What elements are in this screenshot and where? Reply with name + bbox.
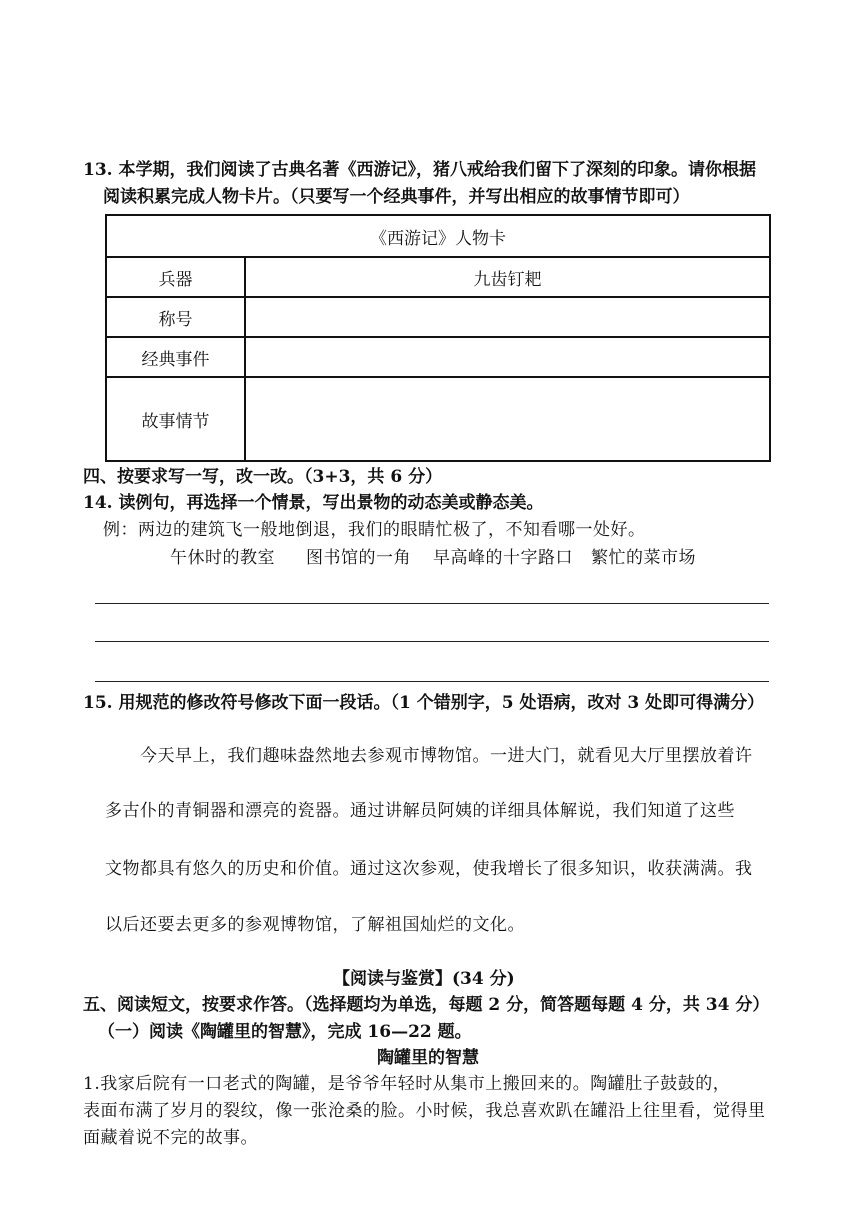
card-label-plot: 故事情节 [106, 377, 245, 461]
card-value-event[interactable] [245, 337, 770, 377]
q15-passage-line-4: 以后还要去更多的参观博物馆，了解祖国灿烂的文化。 [105, 915, 525, 935]
q15-passage-line-3: 文物都具有悠久的历史和价值。通过这次参观，使我增长了很多知识，收获满满。我 [105, 859, 753, 879]
answer-line-1[interactable] [95, 603, 769, 604]
reading-section-title: 【阅读与鉴赏】(34 分) [333, 969, 515, 989]
article-para-line-1: 1.我家后院有一口老式的陶罐，是爷爷年轻时从集市上搬回来的。陶罐肚子鼓鼓的， [83, 1074, 731, 1094]
q14-option-1: 午休时的教室 [170, 548, 275, 568]
q14-option-4: 繁忙的菜市场 [591, 548, 696, 568]
q15-passage-line-1: 今天早上，我们趣味盎然地去参观市博物馆。一进大门，就看见大厅里摆放着许 [140, 746, 753, 766]
q15-passage-line-2: 多古仆的青铜器和漂亮的瓷器。通过讲解员阿姨的详细具体解说，我们知道了这些 [105, 801, 735, 821]
section4-heading: 四、按要求写一写，改一改。（3+3，共 6 分） [83, 467, 443, 487]
q13-line-1: 13. 本学期，我们阅读了古典名著《西游记》，猪八戒给我们留下了深刻的印象。请你根据 [83, 160, 756, 180]
character-card-table [105, 214, 771, 462]
answer-line-2[interactable] [95, 641, 769, 642]
card-value-title[interactable] [245, 297, 770, 337]
article-title: 陶罐里的智慧 [377, 1048, 479, 1068]
q14-example: 例：两边的建筑飞一般地倒退，我们的眼睛忙极了，不知看哪一处好。 [103, 520, 646, 540]
card-label-title: 称号 [106, 297, 245, 337]
article-para-line-3: 面藏着说不完的故事。 [83, 1128, 258, 1148]
q14-prompt: 14. 读例句，再选择一个情景，写出景物的动态美或静态美。 [83, 493, 544, 513]
q14-option-3: 早高峰的十字路口 [433, 548, 573, 568]
card-label-weapon: 兵器 [106, 257, 245, 297]
card-value-weapon: 九齿钉耙 [245, 257, 770, 297]
q14-option-2: 图书馆的一角 [306, 548, 411, 568]
card-label-event: 经典事件 [106, 337, 245, 377]
q13-line-2: 阅读积累完成人物卡片。（只要写一个经典事件，并写出相应的故事情节即可） [103, 187, 690, 207]
section5-heading: 五、阅读短文，按要求作答。（选择题均为单选，每题 2 分，简答题每题 4 分，共 34 分） [83, 995, 770, 1015]
answer-line-3[interactable] [95, 681, 769, 682]
article-para-line-2: 表面布满了岁月的裂纹，像一张沧桑的脸。小时候，我总喜欢趴在罐沿上往里看，觉得里 [83, 1101, 766, 1121]
card-value-plot[interactable] [245, 377, 770, 461]
card-title: 《西游记》人物卡 [106, 215, 770, 257]
q15-prompt: 15. 用规范的修改符号修改下面一段话。（1 个错别字，5 处语病，改对 3 处即可得满分） [83, 693, 765, 713]
reading-part1-heading: （一）阅读《陶罐里的智慧》，完成 16—22 题。 [98, 1022, 472, 1042]
